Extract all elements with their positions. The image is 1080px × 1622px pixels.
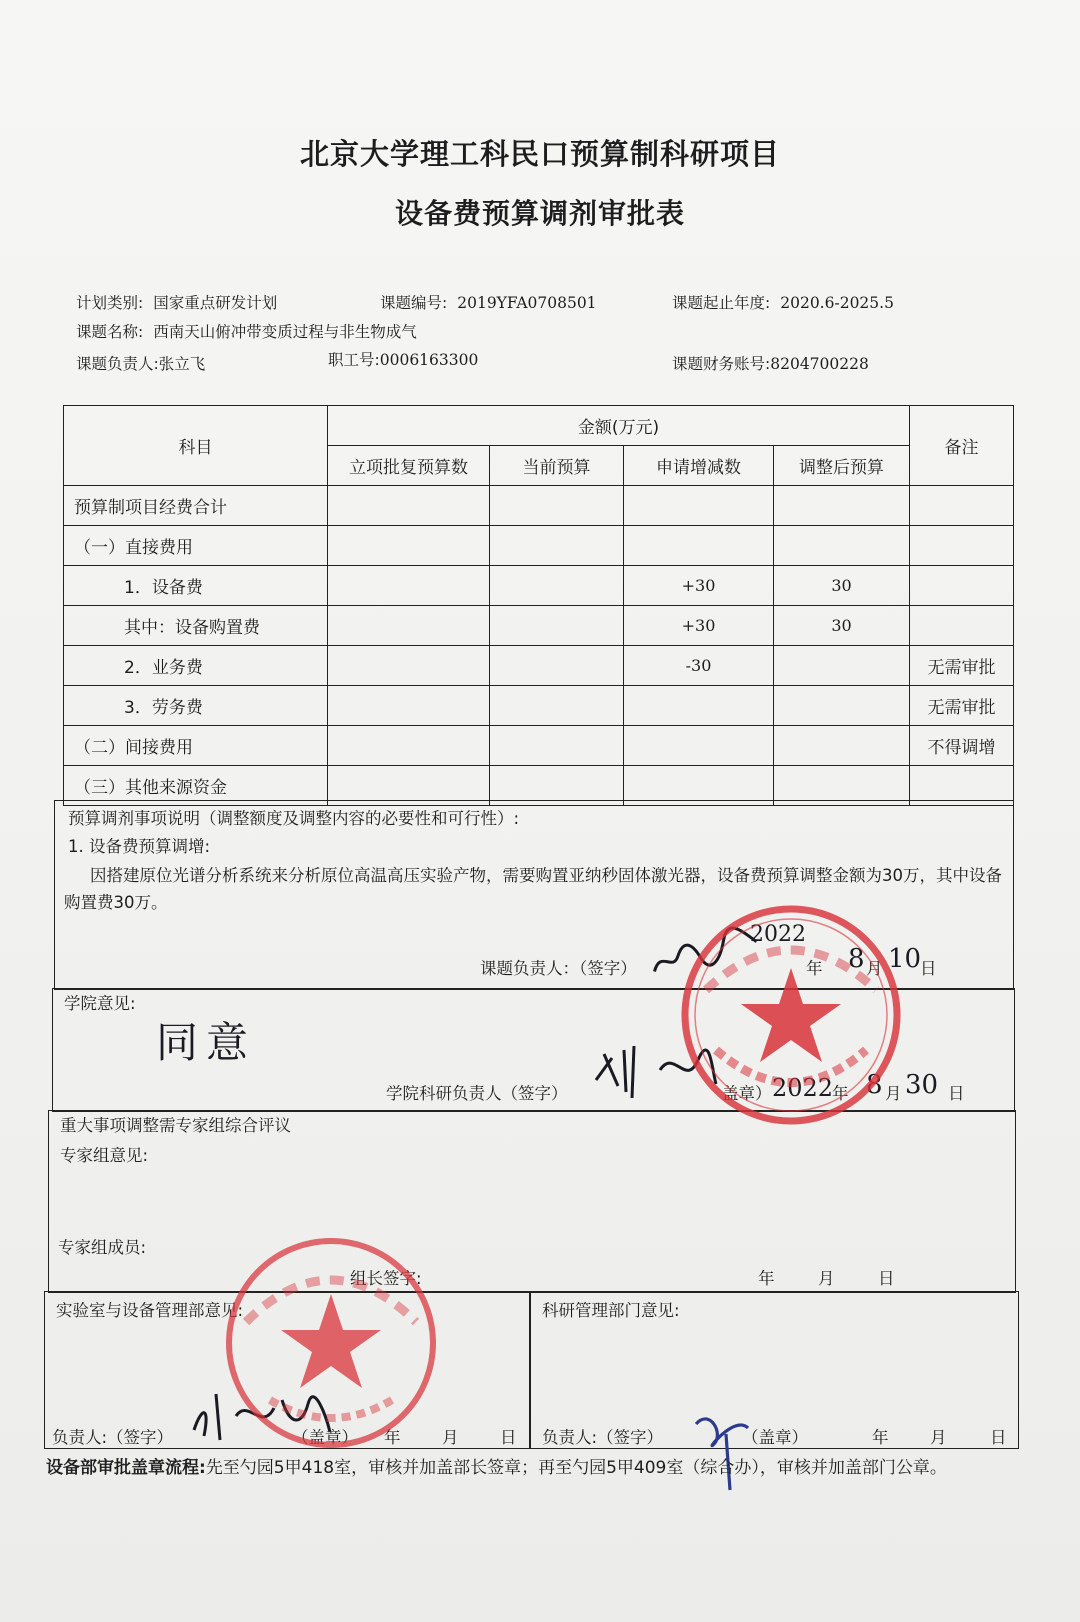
cell-remark: 无需审批 <box>910 686 1014 726</box>
table-header-row <box>64 406 1014 446</box>
project-name: 课题名称: 西南天山俯冲带变质过程与非生物成气 <box>76 323 417 341</box>
college-heading: 学院意见: <box>64 994 136 1013</box>
footer-note <box>46 1454 1016 1483</box>
cell-change <box>624 486 774 526</box>
cell-current <box>490 726 624 766</box>
table-row <box>64 566 1014 606</box>
research-seal-label: （盖章） <box>742 1428 808 1447</box>
research-signature <box>690 1404 760 1498</box>
expert-opinion-label: 专家组意见: <box>60 1146 149 1165</box>
expert-section <box>48 1110 1016 1293</box>
cell-remark: 无需审批 <box>910 646 1014 686</box>
cell-adjusted: 30 <box>774 566 910 606</box>
explain-year-hand: 2022 <box>750 922 806 947</box>
cell-change: +30 <box>624 566 774 606</box>
lab-month-mark: 月 <box>442 1428 459 1447</box>
explain-sign-label: 课题负责人：（签字） <box>480 959 637 978</box>
research-day-mark: 日 <box>990 1428 1007 1447</box>
expert-leader-sign-label: 组长签字: <box>350 1269 422 1288</box>
table-row <box>64 606 1014 646</box>
college-sign-label: 学院科研负责人（签字） <box>386 1084 568 1103</box>
cell-change <box>624 726 774 766</box>
lab-dept-seal-icon <box>220 1232 442 1454</box>
table-row <box>64 686 1014 726</box>
expert-heading: 重大事项调整需专家组综合评议 <box>60 1116 291 1135</box>
research-sign-label: 负责人:（签字） <box>542 1428 664 1447</box>
cell-approved <box>328 566 490 606</box>
lab-sign-label: 负责人:（签字） <box>52 1428 174 1447</box>
expert-month-mark: 月 <box>818 1269 835 1288</box>
row-subject: （一）直接费用 <box>64 526 328 566</box>
col-amount-header: 金额(万元) <box>328 406 910 446</box>
project-period: 课题起止年度: 2020.6-2025.5 <box>672 294 894 312</box>
cell-change: +30 <box>624 606 774 646</box>
cell-current <box>490 486 624 526</box>
college-month-hand: 8 <box>866 1070 883 1100</box>
college-seal-label: 盖章） <box>722 1084 772 1103</box>
college-seal-icon <box>676 900 906 1130</box>
explain-month-hand: 8 <box>848 944 865 974</box>
explain-heading: 预算调剂事项说明（调整额度及调整内容的必要性和可行性）: <box>68 809 520 828</box>
explain-year-mark: 年 <box>806 959 823 978</box>
cell-approved <box>328 646 490 686</box>
cell-current <box>490 606 624 646</box>
college-opinion: 同意 <box>156 1018 257 1067</box>
cell-remark <box>910 606 1014 646</box>
cell-approved <box>328 526 490 566</box>
cell-remark <box>910 526 1014 566</box>
expert-members-label: 专家组成员: <box>58 1238 147 1257</box>
row-subject: （二）间接费用 <box>64 726 328 766</box>
cell-change <box>624 526 774 566</box>
cell-adjusted <box>774 726 910 766</box>
row-subject: 预算制项目经费合计 <box>64 486 328 526</box>
row-subject: 2．业务费 <box>64 646 328 686</box>
cell-approved <box>328 686 490 726</box>
cell-remark: 不得调增 <box>910 726 1014 766</box>
budget-table <box>63 405 1014 806</box>
lab-seal-label: （盖章） <box>292 1428 358 1447</box>
expert-year-mark: 年 <box>758 1269 775 1288</box>
explain-body: 因搭建原位光谱分析系统来分析原位高温高压实验产物，需要购置亚纳秒固体激光器，设备费预算调整金额为30万，其中设备购置费30万。 <box>64 866 1002 912</box>
cell-current <box>490 646 624 686</box>
col-adjusted-header: 调整后预算 <box>774 446 910 486</box>
explain-month-mark: 月 <box>866 959 883 978</box>
col-remark-header: 备注 <box>910 406 1014 486</box>
cell-current <box>490 526 624 566</box>
explain-day-hand: 10 <box>888 944 922 974</box>
footer-text: 先至勺园5甲418室，审核并加盖部长签章；再至勺园5甲409室（综合办），审核并加盖部门公章。 <box>205 1458 947 1478</box>
row-subject: （三）其他来源资金 <box>64 766 328 806</box>
document-title: 北京大学理工科民口预算制科研项目 <box>299 137 780 171</box>
document-subtitle: 设备费预算调剂审批表 <box>394 197 685 230</box>
explain-item: 1. 设备费预算调增: <box>68 837 211 856</box>
cell-current <box>490 566 624 606</box>
project-number: 课题编号: 2019YFA0708501 <box>380 294 597 312</box>
explain-day-mark: 日 <box>920 959 937 978</box>
college-year-hand: 2022 <box>772 1074 834 1102</box>
cell-approved <box>328 606 490 646</box>
project-leader: 课题负责人:张立飞 <box>76 355 206 373</box>
cell-current <box>490 686 624 726</box>
col-approved-header: 立项批复预算数 <box>328 446 490 486</box>
college-day-mark: 日 <box>948 1084 965 1103</box>
table-row <box>64 646 1014 686</box>
finance-account: 课题财务账号:8204700228 <box>672 355 869 373</box>
cell-change <box>624 686 774 726</box>
cell-adjusted <box>774 486 910 526</box>
footer-label: 设备部审批盖章流程: <box>46 1458 206 1478</box>
table-row <box>64 726 1014 766</box>
col-change-header: 申请增减数 <box>624 446 774 486</box>
college-month-mark: 月 <box>885 1084 902 1103</box>
cell-adjusted <box>774 686 910 726</box>
cell-change: -30 <box>624 646 774 686</box>
college-year-mark: 年 <box>832 1084 849 1103</box>
research-year-mark: 年 <box>872 1428 889 1447</box>
cell-adjusted <box>774 526 910 566</box>
lab-heading: 实验室与设备管理部意见: <box>56 1301 244 1320</box>
college-day-hand: 30 <box>905 1070 939 1100</box>
cell-approved <box>328 726 490 766</box>
row-subject: 3．劳务费 <box>64 686 328 726</box>
cell-approved <box>328 486 490 526</box>
lab-year-mark: 年 <box>384 1428 401 1447</box>
cell-adjusted <box>774 646 910 686</box>
staff-number: 职工号:0006163300 <box>328 351 479 369</box>
expert-day-mark: 日 <box>878 1269 895 1288</box>
row-subject: 其中：设备购置费 <box>64 606 328 646</box>
col-current-header: 当前预算 <box>490 446 624 486</box>
cell-remark <box>910 566 1014 606</box>
table-row <box>64 486 1014 526</box>
row-subject: 1．设备费 <box>64 566 328 606</box>
lab-day-mark: 日 <box>500 1428 517 1447</box>
research-month-mark: 月 <box>930 1428 947 1447</box>
col-subject-header: 科目 <box>64 406 328 486</box>
table-row <box>64 526 1014 566</box>
cell-remark <box>910 486 1014 526</box>
cell-adjusted: 30 <box>774 606 910 646</box>
plan-type: 计划类别: 国家重点研发计划 <box>76 294 278 312</box>
research-heading: 科研管理部门意见: <box>542 1301 680 1320</box>
